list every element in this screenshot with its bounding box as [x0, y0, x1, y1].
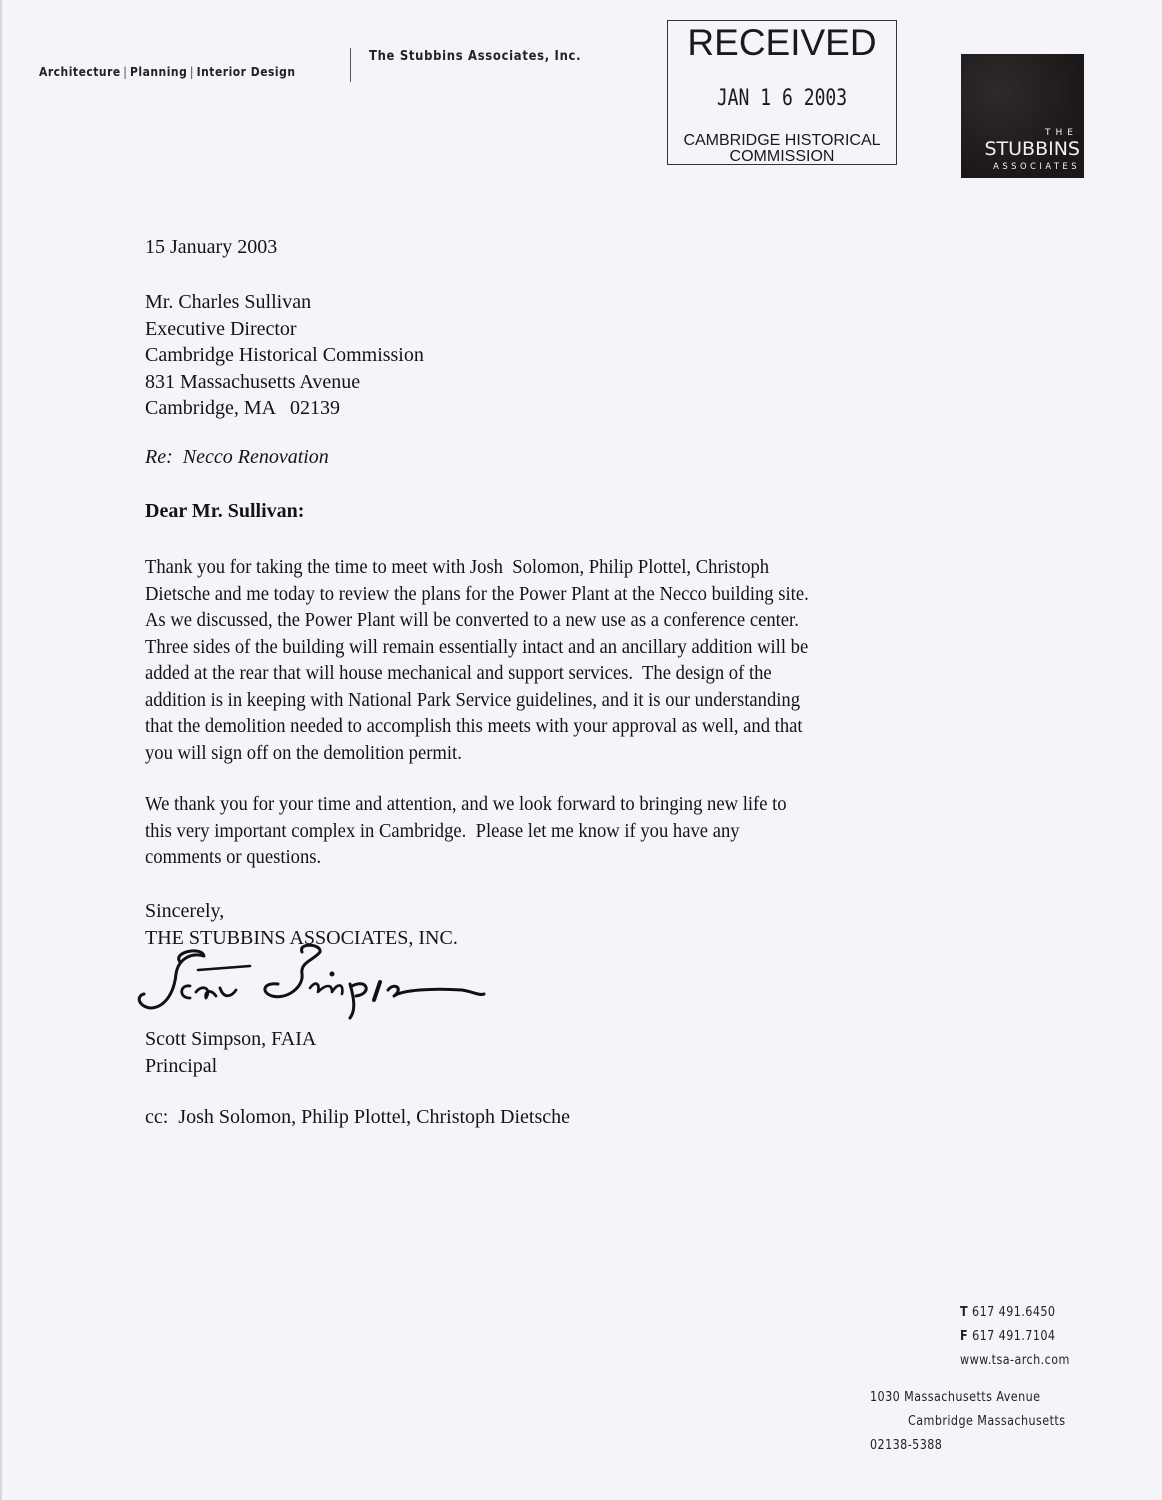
- telephone-label: T: [960, 1305, 969, 1320]
- contact-address-city: Cambridge Massachusetts: [908, 1414, 1066, 1429]
- stamp-org-line1: CAMBRIDGE HISTORICAL: [683, 132, 881, 149]
- stamp-org-line2: COMMISSION: [729, 148, 835, 165]
- contact-website: www.tsa-arch.com: [960, 1353, 1070, 1368]
- tagline-architecture: Architecture: [39, 64, 121, 79]
- telephone-number: 617 491.6450: [972, 1305, 1056, 1320]
- letterhead-divider: [350, 48, 351, 82]
- tagline-separator: |: [123, 64, 128, 79]
- body-paragraph-2: [145, 791, 787, 871]
- paragraph-line: added at the rear that will house mechanical and support services. The design of the: [145, 662, 772, 684]
- fax-number: 617 491.7104: [972, 1329, 1056, 1344]
- letterhead-tagline: [39, 64, 295, 79]
- contact-telephone: [960, 1305, 1055, 1320]
- stamp-date: JAN 1 6 2003: [716, 86, 848, 111]
- subject-line: Re: Necco Renovation: [145, 446, 329, 468]
- logo-associates: ASSOCIATES: [993, 162, 1080, 172]
- paragraph-line: We thank you for your time and attention, and we look forward to bringing new life to: [145, 793, 787, 815]
- logo-name: STUBBINS: [984, 138, 1080, 160]
- paragraph-line: that the demolition needed to accomplish this meets with your approval as well, and that: [145, 715, 803, 737]
- letterhead-company-name: The Stubbins Associates, Inc.: [369, 48, 582, 64]
- stamp-organization: [668, 133, 896, 165]
- paragraph-line: As we discussed, the Power Plant will be converted to a new use as a conference center.: [145, 609, 799, 631]
- paragraph-line: this very important complex in Cambridge. Please let me know if you have any: [145, 819, 740, 842]
- recipient-organization: Cambridge Historical Commission: [145, 344, 424, 366]
- tagline-interior-design: Interior Design: [196, 64, 296, 79]
- contact-address-zip: 02138-5388: [870, 1438, 943, 1453]
- tagline-planning: Planning: [130, 64, 188, 79]
- recipient-street: 831 Massachusetts Avenue: [145, 370, 361, 393]
- handwritten-signature: [132, 940, 502, 1020]
- signer-block: [145, 1026, 316, 1079]
- cc-line: cc: Josh Solomon, Philip Plottel, Christoph Dietsche: [145, 1106, 570, 1128]
- stubbins-logo: [961, 54, 1084, 178]
- letter-date: 15 January 2003: [145, 236, 278, 258]
- paragraph-line: Three sides of the building will remain essentially intact and an ancillary addition will be: [145, 635, 809, 658]
- fax-label: F: [960, 1329, 969, 1344]
- recipient-title: Executive Director: [145, 317, 297, 340]
- closing-company: THE STUBBINS ASSOCIATES, INC.: [145, 926, 458, 949]
- tagline-separator: |: [189, 64, 195, 79]
- recipient-address: [145, 289, 424, 422]
- stamp-title: RECEIVED: [687, 22, 877, 63]
- recipient-city: Cambridge, MA 02139: [145, 397, 340, 419]
- logo-the: THE: [1045, 128, 1078, 138]
- salutation: Dear Mr. Sullivan:: [145, 500, 305, 522]
- paragraph-line: you will sign off on the demolition permit.: [145, 741, 462, 764]
- signer-name: Scott Simpson, FAIA: [145, 1028, 317, 1050]
- received-stamp: [667, 20, 897, 165]
- closing-phrase: Sincerely,: [145, 900, 225, 922]
- paragraph-line: Thank you for taking the time to meet with Josh Solomon, Philip Plottel, Christoph: [145, 556, 770, 578]
- body-paragraph-1: [145, 554, 809, 766]
- contact-address-street: 1030 Massachusetts Avenue: [870, 1390, 1041, 1405]
- signer-title: Principal: [145, 1054, 218, 1077]
- paragraph-line: addition is in keeping with National Park Service guidelines, and it is our understanding: [145, 688, 801, 711]
- contact-fax: [960, 1329, 1055, 1344]
- paragraph-line: comments or questions.: [145, 846, 322, 868]
- recipient-name: Mr. Charles Sullivan: [145, 291, 312, 313]
- paragraph-line: Dietsche and me today to review the plans for the Power Plant at the Necco building site.: [145, 582, 809, 605]
